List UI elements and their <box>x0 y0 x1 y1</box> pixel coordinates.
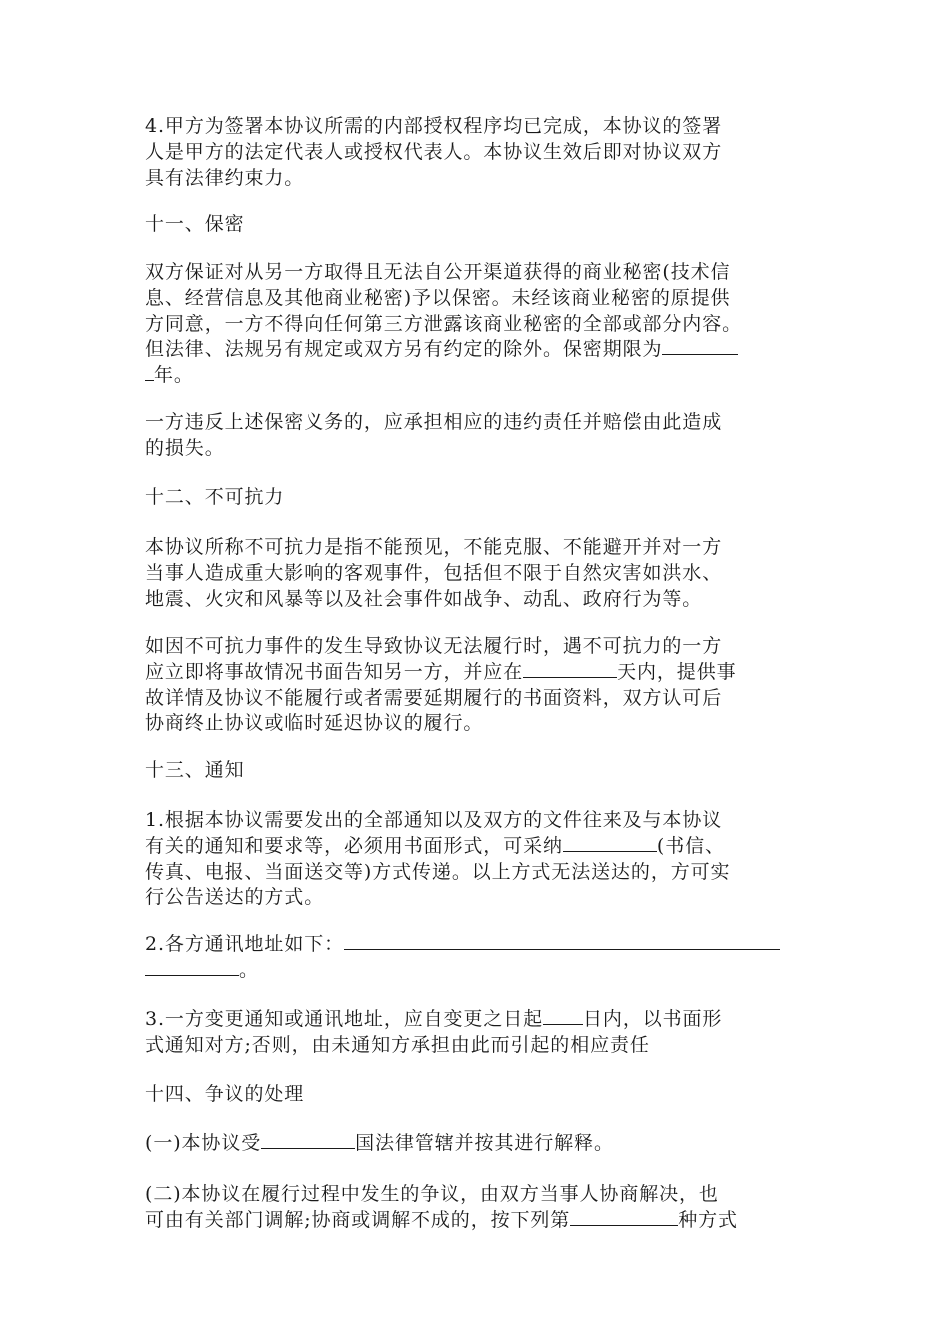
paragraph-force-majeure-notice <box>145 634 810 737</box>
text-line: 行公告送达的方式。 <box>145 886 325 909</box>
text-line: 故详情及协议不能履行或者需要延期履行的书面资料，双方认可后 <box>145 686 723 709</box>
text-segment: 应立即将事故情况书面告知另一方，并应在 <box>145 660 524 683</box>
text-segment: 日内，以书面形 <box>583 1008 723 1030</box>
text-line <box>145 1007 810 1033</box>
text-line: 的损失。 <box>145 436 225 459</box>
text-line: 地震、火灾和风暴等以及社会事件如战争、动乱、政府行为等。 <box>145 587 703 610</box>
fill-blank[interactable] <box>543 1007 583 1025</box>
fill-blank[interactable] <box>145 363 154 381</box>
text-line: (二)本协议在履行过程中发生的争议，由双方当事人协商解决，也 <box>145 1183 719 1205</box>
text-segment: (一)本协议受 <box>145 1132 262 1154</box>
fill-blank[interactable] <box>662 337 738 355</box>
text-line: 人是甲方的法定代表人或授权代表人。本协议生效后即对协议双方 <box>145 140 723 163</box>
text-line <box>145 834 810 860</box>
text-line <box>145 363 810 389</box>
paragraph-governing-law <box>145 1131 810 1157</box>
text-line <box>145 337 810 363</box>
paragraph-confidentiality <box>145 260 810 389</box>
text-line: 双方保证对从另一方取得且无法自公开渠道获得的商业秘密(技术信 <box>145 261 731 283</box>
text-segment: 3.一方变更通知或通讯地址，应自变更之日起 <box>145 1008 544 1030</box>
text-segment: (书信、 <box>656 834 725 857</box>
text-line: 本协议所称不可抗力是指不能预见，不能克服、不能避开并对一方 <box>145 536 723 558</box>
text-line: 传真、电报、当面送交等)方式传递。以上方式无法送达的，方可实 <box>145 860 731 883</box>
paragraph-signing-authority <box>145 114 810 191</box>
fill-blank[interactable] <box>261 1131 355 1149</box>
heading-text: 十四、争议的处理 <box>145 1083 305 1105</box>
fill-blank[interactable] <box>563 834 657 852</box>
paragraph-notice-form <box>145 808 810 911</box>
text-line: 具有法律约束力。 <box>145 166 305 189</box>
text-segment: 有关的通知和要求等，必须用书面形式，可采纳 <box>145 834 563 857</box>
fill-blank[interactable] <box>570 1208 678 1226</box>
fill-blank[interactable] <box>523 660 617 678</box>
text-line: 一方违反上述保密义务的，应承担相应的违约责任并赔偿由此造成 <box>145 411 723 433</box>
text-line: 4.甲方为签署本协议所需的内部授权程序均已完成，本协议的签署 <box>145 115 723 137</box>
text-line <box>145 1208 810 1234</box>
text-line: 协商终止协议或临时延迟协议的履行。 <box>145 712 484 735</box>
text-line: 式通知对方;否则，由未通知方承担由此而引起的相应责任 <box>145 1033 650 1056</box>
text-line <box>145 958 810 984</box>
text-segment: 。 <box>239 958 259 981</box>
section-heading-dispute <box>145 1082 810 1108</box>
text-line <box>145 660 810 686</box>
heading-text: 十三、通知 <box>145 759 245 781</box>
section-heading-force-majeure <box>145 485 810 511</box>
section-heading-confidentiality <box>145 212 810 238</box>
section-heading-notice <box>145 758 810 784</box>
paragraph-notice-address <box>145 932 810 984</box>
text-line: 1.根据本协议需要发出的全部通知以及双方的文件往来及与本协议 <box>145 809 723 831</box>
heading-text: 十二、不可抗力 <box>145 486 285 508</box>
text-line: 息、经营信息及其他商业秘密)予以保密。未经该商业秘密的原提供 <box>145 286 731 309</box>
text-segment: 但法律、法规另有规定或双方另有约定的除外。保密期限为 <box>145 338 663 361</box>
fill-blank[interactable] <box>145 958 239 976</box>
text-line: 方同意，一方不得向任何第三方泄露该商业秘密的全部或部分内容。 <box>145 312 743 335</box>
paragraph-breach-liability <box>145 410 810 462</box>
text-line <box>145 932 810 958</box>
text-line: 如因不可抗力事件的发生导致协议无法履行时，遇不可抗力的一方 <box>145 635 723 657</box>
paragraph-address-change <box>145 1007 810 1059</box>
text-segment: 2.各方通讯地址如下： <box>145 933 345 955</box>
text-segment: 种方式 <box>678 1208 738 1231</box>
text-segment: 天内，提供事 <box>617 660 737 683</box>
heading-text: 十一、保密 <box>145 213 245 235</box>
paragraph-force-majeure-definition <box>145 535 810 612</box>
text-line: 当事人造成重大影响的客观事件，包括但不限于自然灾害如洪水、 <box>145 561 723 584</box>
text-segment: 国法律管辖并按其进行解释。 <box>355 1132 614 1154</box>
text-segment: 可由有关部门调解;协商或调解不成的，按下列第 <box>145 1208 571 1231</box>
text-segment: 年。 <box>154 364 194 387</box>
paragraph-dispute-resolution <box>145 1182 810 1234</box>
fill-blank[interactable] <box>344 932 780 950</box>
text-line <box>145 1131 810 1157</box>
